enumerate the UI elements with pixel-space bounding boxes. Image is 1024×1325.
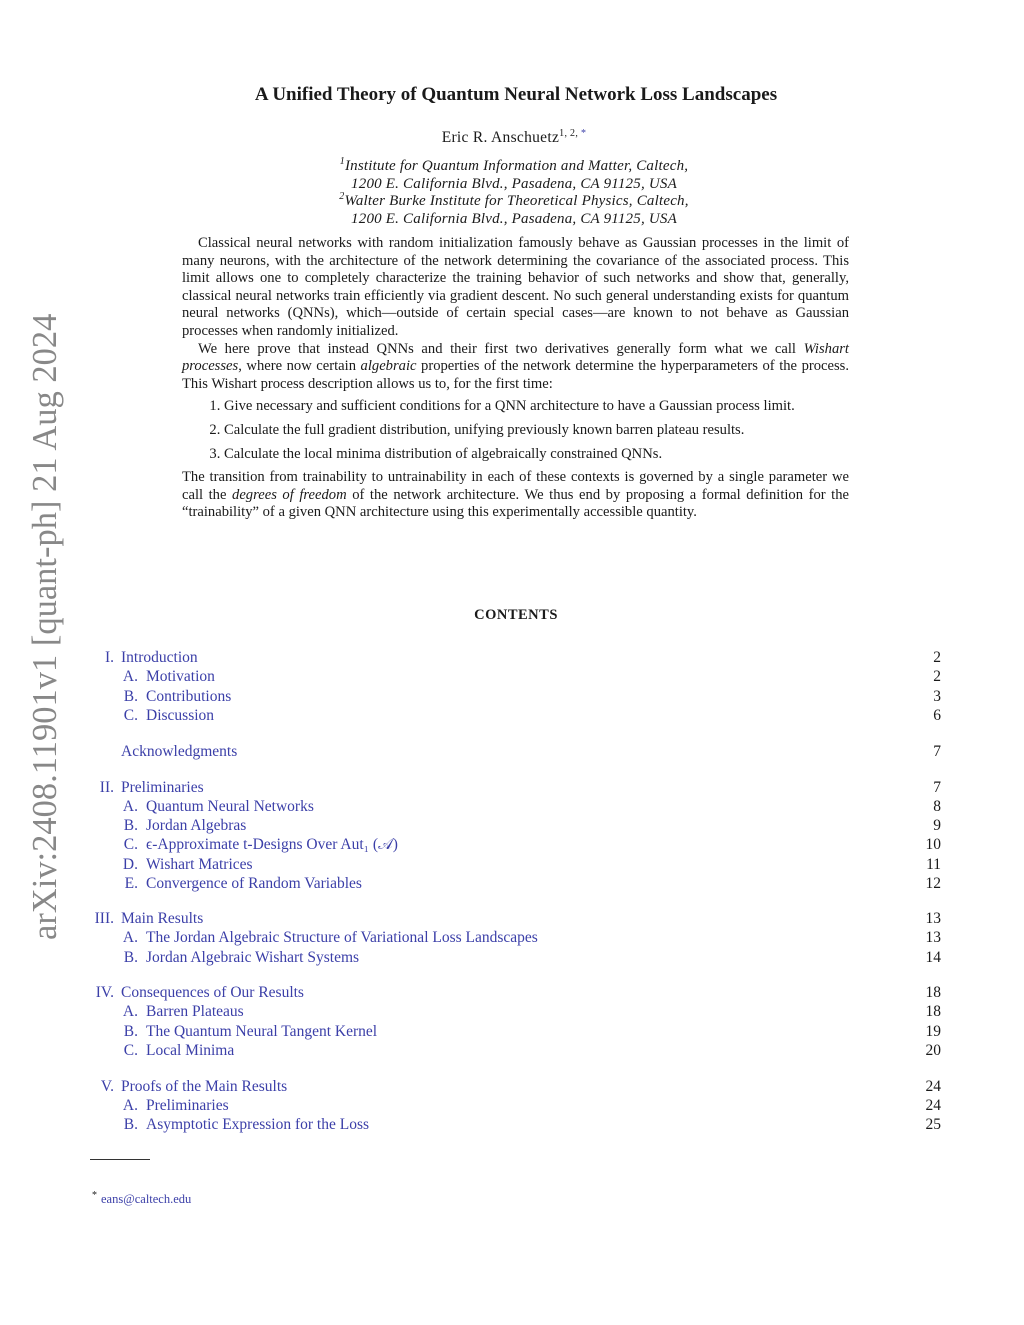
toc-entry-number: A. [122, 929, 138, 946]
toc-entry-page: 13 [925, 929, 941, 946]
toc-entry-label[interactable]: Acknowledgments [121, 743, 238, 760]
toc-entry-number: V. [100, 1078, 114, 1095]
toc-entry-number: A. [122, 1003, 138, 1020]
toc-entry[interactable] [0, 687, 1024, 707]
author-affil-marks: 1, 2, * [559, 128, 587, 139]
toc-entry-label[interactable]: Discussion [146, 707, 215, 724]
toc-entry[interactable] [0, 948, 1024, 968]
toc-entry-number: B. [123, 817, 138, 834]
toc-entry-number: II. [99, 779, 114, 796]
toc-entry-page: 20 [925, 1042, 941, 1059]
abstract [182, 235, 849, 522]
toc-entry-page: 7 [933, 779, 941, 796]
abstract-result-list [182, 398, 849, 463]
toc-entry-page: 2 [933, 649, 941, 666]
toc-entry-page: 7 [933, 743, 941, 760]
toc-entry-number: III. [94, 910, 114, 927]
toc-entry-label[interactable]: The Quantum Neural Tangent Kernel [146, 1023, 378, 1040]
toc-entry-number: B. [123, 1116, 138, 1133]
toc-entry-number: A. [122, 668, 138, 685]
toc-entry-label[interactable]: Jordan Algebraic Wishart Systems [146, 949, 360, 966]
toc-entry-label[interactable]: Preliminaries [146, 1097, 229, 1114]
toc-entry-label[interactable]: Motivation [146, 668, 215, 685]
toc-entry-number: C. [123, 1042, 138, 1059]
toc-entry-label[interactable]: Contributions [146, 688, 232, 705]
abstract-paragraph-2: We here prove that instead QNNs and their first two derivatives generally form what we call Wishart processes, where now certain algebraic properties of the network determine the hyperparameters of the process. This Wishart process description allows us to, for the first time: [182, 340, 849, 392]
toc-entry-number: E. [124, 875, 138, 892]
toc-entry[interactable] [0, 874, 1024, 894]
toc-entry[interactable] [0, 835, 1024, 855]
toc-entry[interactable] [0, 1077, 1024, 1097]
toc-entry-page: 18 [925, 984, 941, 1001]
toc-entry-number: IV. [95, 984, 114, 1001]
toc-entry[interactable] [0, 816, 1024, 836]
footnote-rule [90, 1159, 150, 1160]
toc-entry-number: D. [122, 856, 138, 873]
toc-entry-label[interactable]: Preliminaries [121, 779, 204, 796]
toc-entry-page: 24 [925, 1097, 941, 1114]
email-link[interactable]: eans@caltech.edu [101, 1192, 192, 1207]
toc-entry-label[interactable]: Barren Plateaus [146, 1003, 244, 1020]
toc-entry-page: 12 [925, 875, 941, 892]
toc-entry-page: 10 [925, 836, 941, 853]
toc-entry-number: C. [123, 707, 138, 724]
affiliation-1: $^1$Institute for Quantum Information and Matter, Caltech, 1200 E. California Blvd., Pasadena, CA 91125, USA [339, 156, 689, 192]
toc-entry-number: I. [104, 649, 114, 666]
toc-entry-page: 19 [925, 1023, 941, 1040]
toc-entry-label[interactable]: Wishart Matrices [146, 856, 253, 873]
author-name: Eric R. Anschuetz [441, 129, 560, 147]
footnote [92, 1190, 191, 1207]
toc-entry[interactable] [0, 1002, 1024, 1022]
toc-entry-page: 14 [925, 949, 941, 966]
toc-entry-label[interactable]: The Jordan Algebraic Structure of Variational Loss Landscapes [146, 929, 538, 946]
toc-entry[interactable] [0, 855, 1024, 875]
list-item: 2. Calculate the full gradient distribution, unifying previously known barren plateau results. [224, 422, 849, 440]
toc-entry-label[interactable]: Quantum Neural Networks [146, 798, 314, 815]
list-item: 3. Calculate the local minima distribution of algebraically constrained QNNs. [224, 446, 849, 464]
toc-entry-number: B. [123, 688, 138, 705]
toc-entry-page: 8 [933, 798, 941, 815]
toc-entry-page: 9 [933, 817, 941, 834]
toc-entry-page: 3 [933, 688, 941, 705]
footnote-mark: * [92, 1190, 97, 1201]
toc-entry-label[interactable]: Local Minima [146, 1042, 235, 1059]
toc-entry-number: B. [123, 949, 138, 966]
toc-entry-label[interactable]: Main Results [121, 910, 204, 927]
toc-entry-page: 13 [925, 910, 941, 927]
contents-heading: CONTENTS [474, 607, 558, 623]
abstract-paragraph-1: Classical neural networks with random initialization famously behave as Gaussian processes in the limit of many neurons, with the architecture of the network determining the covariance of the associated process. This limit allows one to completely characterize the training behavior of such networks and show that, generally, classical neural networks train efficiently via gradient descent. No such general understanding exists for quantum neural networks (QNNs), which—outside of certain special cases—are known to not behave as Gaussian processes when randomly initialized. [182, 235, 849, 339]
toc-entry[interactable] [0, 1022, 1024, 1042]
toc-entry-label[interactable]: Convergence of Random Variables [146, 875, 362, 892]
toc-entry[interactable] [0, 1096, 1024, 1116]
toc-entry-label[interactable]: Asymptotic Expression for the Loss [146, 1116, 370, 1133]
author-line [0, 128, 1024, 147]
toc-entry-label[interactable]: Jordan Algebras [146, 817, 247, 834]
arxiv-sidebar-stamp: arXiv:2408.11901v1 [quant-ph] 21 Aug 2024 [26, 313, 64, 940]
toc-entry[interactable] [0, 983, 1024, 1003]
toc-entry[interactable] [0, 1115, 1024, 1135]
toc-entry-number: B. [123, 1023, 138, 1040]
toc-entry-label[interactable]: Consequences of Our Results [121, 984, 304, 1001]
toc-entry-label[interactable]: Introduction [121, 649, 198, 666]
affiliation-2: $^2$Walter Burke Institute for Theoretical Physics, Caltech, 1200 E. California Blvd., Pasadena, CA 91125, USA [339, 191, 689, 227]
toc-entry[interactable] [0, 706, 1024, 726]
toc-entry-page: 11 [926, 856, 941, 873]
abstract-paragraph-3: The transition from trainability to untrainability in each of these contexts is governed by a single parameter we call the degrees of freedom of the network architecture. We thus end by proposing a formal definition for the “trainability” of a given QNN architecture using this experimentally accessible quantity. [182, 469, 849, 521]
toc-entry[interactable] [0, 1041, 1024, 1061]
toc-entry-number: A. [122, 1097, 138, 1114]
toc-entry[interactable] [0, 909, 1024, 929]
list-item: 1. Give necessary and sufficient conditions for a QNN architecture to have a Gaussian process limit. [224, 398, 849, 416]
toc-entry-page: 6 [933, 707, 941, 724]
toc-entry-label[interactable]: ϵ-Approximate t-Designs Over Aut₁ (𝒜) [146, 836, 398, 853]
toc-entry-page: 24 [925, 1078, 941, 1095]
toc-entry-label[interactable]: Proofs of the Main Results [121, 1078, 288, 1095]
toc-entry[interactable] [0, 667, 1024, 687]
toc-entry[interactable] [0, 928, 1024, 948]
toc-entry-page: 18 [925, 1003, 941, 1020]
paper-title: A Unified Theory of Quantum Neural Network Loss Landscapes [254, 84, 778, 105]
toc-entry-number: A. [122, 798, 138, 815]
toc-entry-number: C. [123, 836, 138, 853]
toc-entry[interactable] [0, 648, 1024, 668]
toc-entry-page: 2 [933, 668, 941, 685]
toc-entry[interactable] [0, 742, 1024, 762]
author-footnote-link[interactable]: * [580, 128, 587, 139]
toc-entry[interactable] [0, 797, 1024, 817]
toc-entry[interactable] [0, 778, 1024, 798]
toc-entry-page: 25 [925, 1116, 941, 1133]
